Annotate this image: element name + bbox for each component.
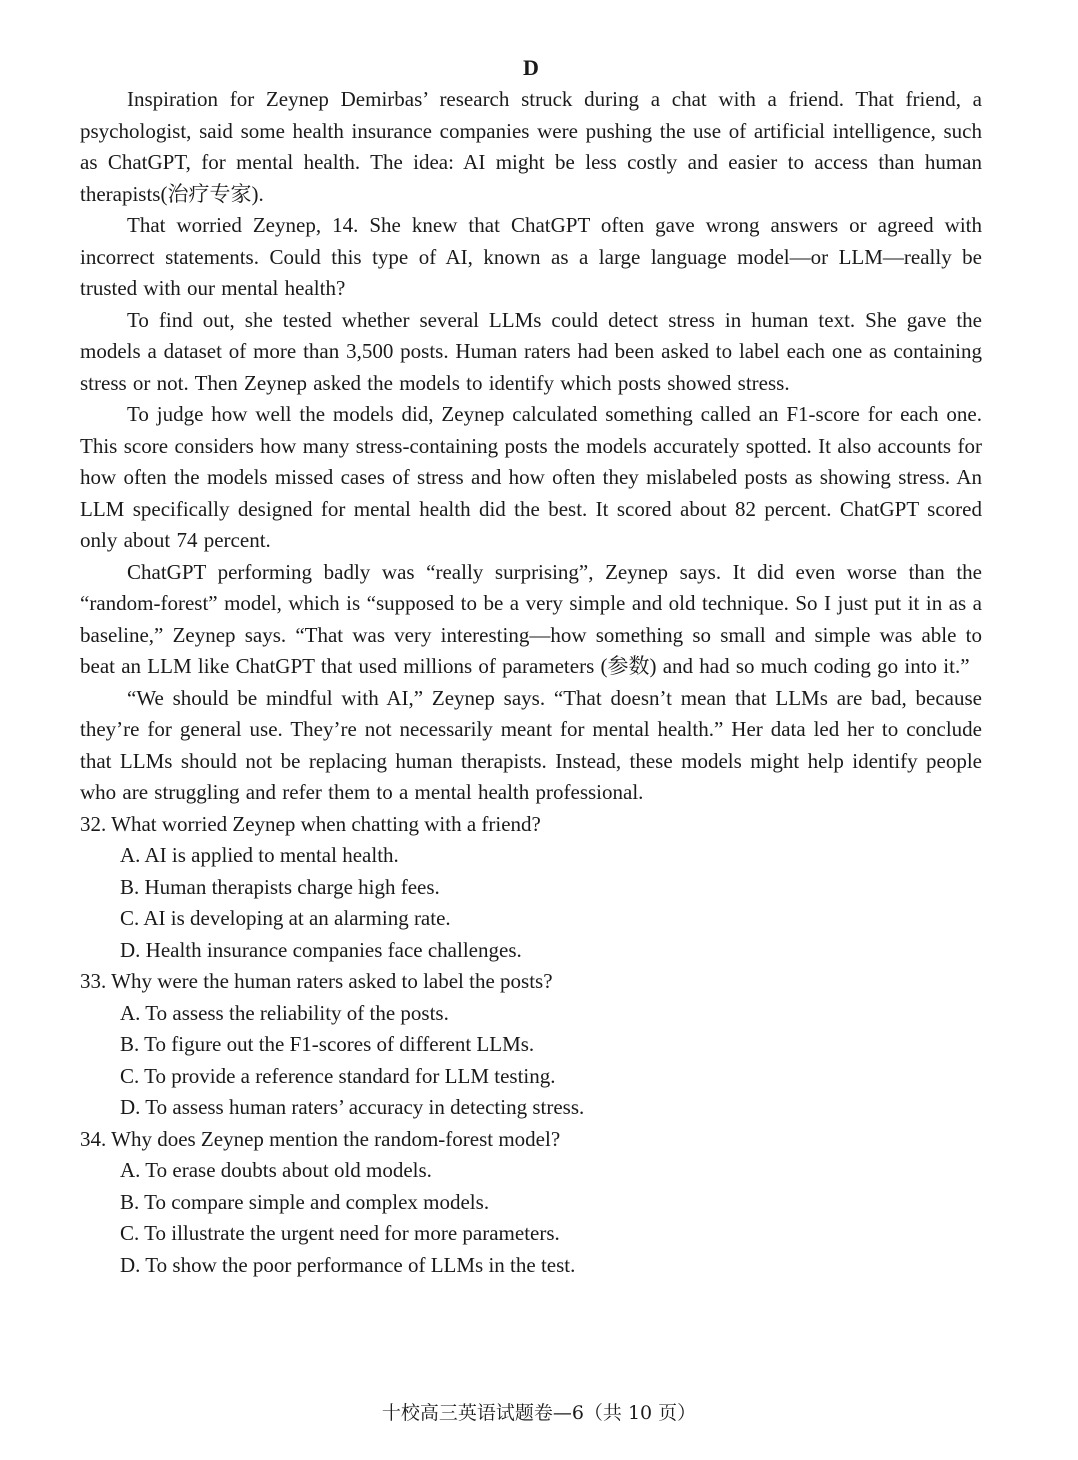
question-34 bbox=[80, 1124, 982, 1282]
answer-option: D. To assess human raters’ accuracy in detecting stress. bbox=[120, 1095, 585, 1119]
passage-paragraph: ChatGPT performing badly was “really surprising”, Zeynep says. It did even worse than the “random-forest” model, which is “supposed to be a very simple and old technique. So I just put it in as a baseline,” Zeynep says. “That was very interesting—how something so small and simple was able to beat an LLM like ChatGPT that used millions of parameters (参数) and had so much coding go into it.” bbox=[80, 559, 982, 678]
question-list bbox=[80, 809, 982, 1282]
exam-page bbox=[80, 52, 982, 1281]
question-stem: 33. Why were the human raters asked to label the posts? bbox=[80, 969, 553, 993]
question-33 bbox=[80, 966, 982, 1124]
answer-option: B. Human therapists charge high fees. bbox=[120, 874, 440, 899]
question-32 bbox=[80, 809, 982, 967]
question-stem: 32. What worried Zeynep when chatting with a friend? bbox=[80, 811, 541, 836]
answer-option: B. To compare simple and complex models. bbox=[120, 1189, 490, 1214]
passage-paragraph: To find out, she tested whether several LLMs could detect stress in human text. She gave the models a dataset of more than 3,500 posts. Human raters had been asked to label each one as containing stress or not. Then Zeynep asked the models to identify which posts showed stress. bbox=[80, 307, 982, 395]
passage-paragraph: “We should be mindful with AI,” Zeynep says. “That doesn’t mean that LLMs are bad, because they’re for general use. They’re not necessarily meant for mental health.” Her data led her to conclude that LLMs should not be replacing human therapists. Instead, these models might help identify people who are struggling and refer them to a mental health professional. bbox=[80, 685, 982, 804]
answer-option: B. To figure out the F1-scores of different LLMs. bbox=[120, 1032, 535, 1056]
page-footer: 十校高三英语试题卷—6（共 10 页） bbox=[381, 1402, 697, 1424]
answer-option: A. AI is applied to mental health. bbox=[120, 843, 399, 867]
question-stem: 34. Why does Zeynep mention the random-forest model? bbox=[80, 1126, 561, 1151]
answer-option: C. AI is developing at an alarming rate. bbox=[120, 906, 451, 930]
passage-paragraph: Inspiration for Zeynep Demirbas’ research struck during a chat with a friend. That friend, a psychologist, said some health insurance companies were pushing the use of artificial intelligence, such as ChatGPT, for mental health. The idea: AI might be less costly and easier to access than human therapists(治疗专家). bbox=[80, 87, 982, 206]
reading-passage bbox=[80, 84, 982, 809]
passage-paragraph: To judge how well the models did, Zeynep calculated something called an F1-score for each one. This score considers how many stress-containing posts the models accurately spotted. It also accounts for how often the models missed cases of stress and how often they mislabeled posts as showing stress. An LLM specifically designed for mental health did the best. It scored about 82 percent. ChatGPT scored only about 74 percent. bbox=[80, 402, 982, 552]
answer-option: C. To provide a reference standard for LLM testing. bbox=[120, 1063, 556, 1088]
answer-option: D. Health insurance companies face challenges. bbox=[120, 937, 522, 962]
answer-option: C. To illustrate the urgent need for more parameters. bbox=[120, 1221, 560, 1245]
section-heading: D bbox=[523, 55, 539, 80]
answer-option: A. To erase doubts about old models. bbox=[120, 1158, 432, 1182]
answer-option: D. To show the poor performance of LLMs in the test. bbox=[120, 1252, 576, 1277]
passage-paragraph: That worried Zeynep, 14. She knew that ChatGPT often gave wrong answers or agreed with incorrect statements. Could this type of AI, known as a large language model—or LLM—really be trusted with our mental health? bbox=[80, 213, 982, 300]
answer-option: A. To assess the reliability of the posts. bbox=[120, 1000, 449, 1025]
